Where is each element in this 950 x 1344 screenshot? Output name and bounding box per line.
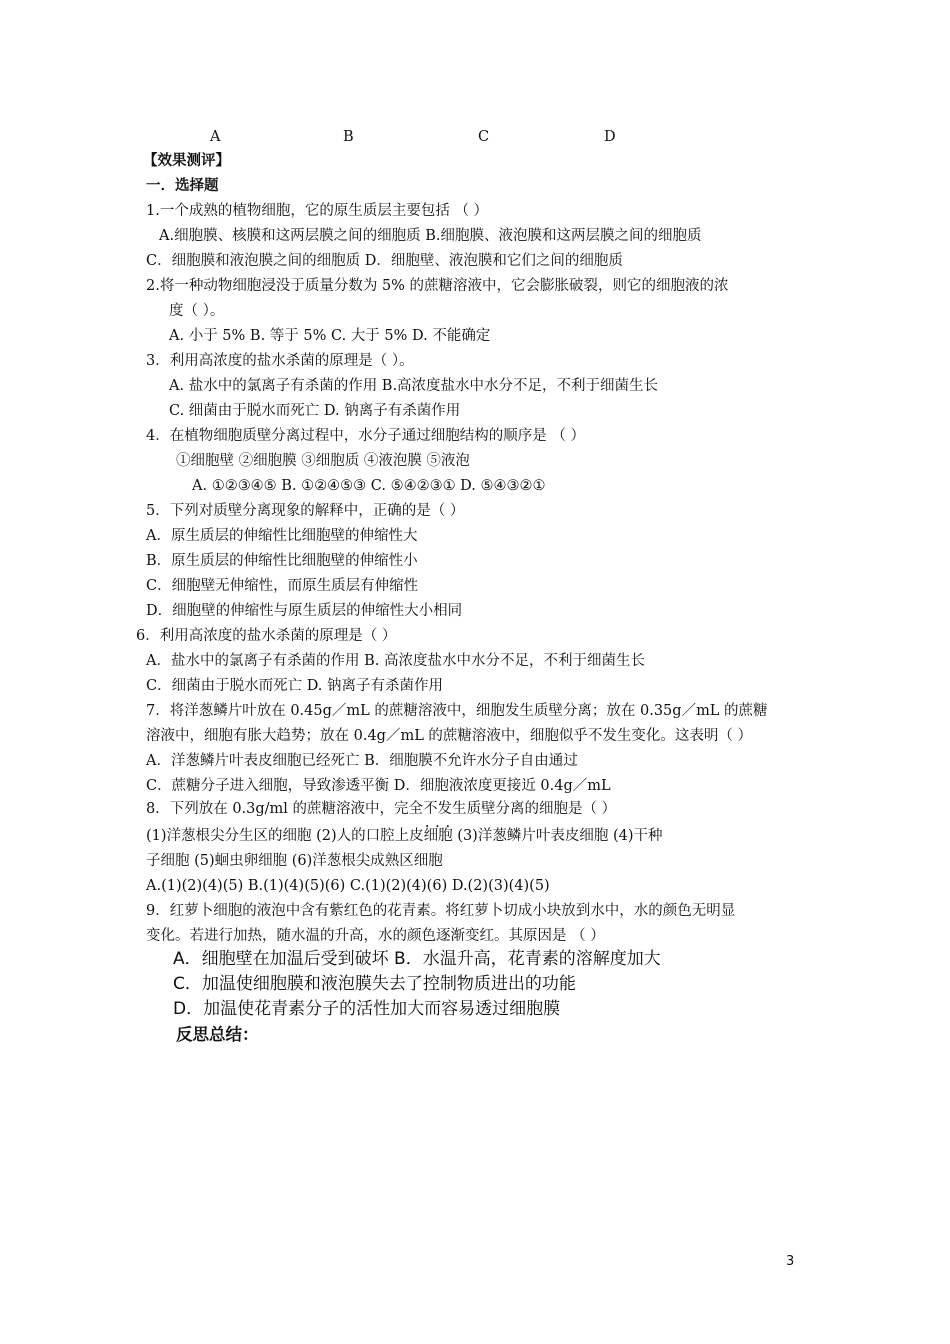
q5-option-d: D．细胞壁的伸缩性与原生质层的伸缩性大小相同	[146, 603, 463, 619]
q4-options: A. ①②③④⑤ B. ①②④⑤③ C. ⑤④②③① D. ⑤④③②①	[192, 478, 546, 494]
q1-options-cd: C．细胞膜和液泡膜之间的细胞质 D．细胞壁、液泡膜和它们之间的细胞质	[146, 253, 623, 269]
reflection-title: 反思总结：	[176, 1025, 259, 1044]
option-letter-c: C	[478, 129, 490, 145]
q3-options-ab: A. 盐水中的氯离子有杀菌的作用 B.高浓度盐水中水分不足，不利于细菌生长	[169, 378, 659, 394]
q2-stem-line1: 2.将一种动物细胞浸没于质量分数为 5% 的蔗糖溶液中，它会膨胀破裂，则它的细胞液的浓	[146, 278, 729, 294]
q8-stem-post: 质壁分离的细胞是（ ）	[466, 801, 617, 817]
q1-stem: 1.一个成熟的植物细胞，它的原生质层主要包括 （ ）	[146, 203, 489, 219]
q1-options-ab: A.细胞膜、核膜和这两层膜之间的细胞质 B.细胞膜、液泡膜和这两层膜之间的细胞质	[159, 228, 702, 244]
q7-options-ab: A．洋葱鳞片叶表皮细胞已经死亡 B．细胞膜不允许水分子自由通过	[146, 753, 578, 769]
q2-stem-line2: 度（ ）。	[169, 303, 225, 319]
section-title: 【效果测评】	[143, 152, 230, 169]
q9-options-ab: A．细胞壁在加温后受到破坏 B．水温升高，花青素的溶解度加大	[173, 949, 661, 969]
q5-stem: 5．下列对质壁分离现象的解释中，正确的是（ ）	[146, 503, 465, 519]
q6-stem: 6．利用高浓度的盐水杀菌的原理是（ ）	[136, 628, 397, 644]
part-title: 一．选择题	[146, 177, 219, 194]
q9-stem-line1: 9．红萝卜细胞的液泡中含有紫红色的花青素。将红萝卜切成小块放到水中，水的颜色无明显	[146, 903, 736, 919]
q4-stem: 4．在植物细胞质壁分离过程中，水分子通过细胞结构的顺序是 （ ）	[146, 428, 585, 444]
q8-items-line2: 子细胞 (5)蛔虫卵细胞 (6)洋葱根尖成熟区细胞	[146, 853, 443, 869]
q7-stem-line2: 溶液中，细胞有胀大趋势；放在 0.4g／mL 的蔗糖溶液中，细胞似乎不发生变化。这表明（ ）	[146, 728, 753, 744]
q3-stem: 3．利用高浓度的盐水杀菌的原理是（ ）。	[146, 353, 414, 369]
q8-stem-pre: 8．下列放在 0.3g/ml 的蔗糖溶液中，完全	[146, 801, 424, 817]
q8-items-line1: (1)洋葱根尖分生区的细胞 (2)人的口腔上皮细胞 (3)洋葱鳞片叶表皮细胞 (4)干种	[146, 828, 663, 844]
q8-stem-emphasis: 不发生 • • •	[423, 801, 467, 817]
q2-options: A. 小于 5% B. 等于 5% C. 大于 5% D. 不能确定	[169, 328, 491, 344]
q9-stem-line2: 变化。若进行加热，随水温的升高，水的颜色逐渐变红。其原因是 （ ）	[146, 928, 605, 944]
q8-options: A.(1)(2)(4)(5) B.(1)(4)(5)(6) C.(1)(2)(4)(6) D.(2)(3)(4)(5)	[146, 878, 550, 894]
q5-option-b: B．原生质层的伸缩性比细胞壁的伸缩性小	[146, 553, 418, 569]
q7-options-cd: C．蔗糖分子进入细胞，导致渗透平衡 D．细胞液浓度更接近 0.4g／mL	[146, 778, 611, 794]
q6-options-ab: A．盐水中的氯离子有杀菌的作用 B. 高浓度盐水中水分不足，不利于细菌生长	[146, 653, 645, 669]
q6-options-cd: C．细菌由于脱水而死亡 D. 钠离子有杀菌作用	[146, 678, 444, 694]
q9-option-c: C．加温使细胞膜和液泡膜失去了控制物质进出的功能	[173, 974, 576, 994]
q4-items: ①细胞壁 ②细胞膜 ③细胞质 ④液泡膜 ⑤液泡	[176, 453, 470, 469]
option-letter-d: D	[604, 129, 616, 145]
option-letter-a: A	[210, 129, 221, 145]
q9-option-d: D．加温使花青素分子的活性加大而容易透过细胞膜	[173, 999, 561, 1019]
page-number: 3	[786, 1254, 795, 1269]
option-letter-b: B	[343, 129, 354, 145]
q8-stem	[146, 799, 616, 819]
q7-stem-line1: 7．将洋葱鳞片叶放在 0.45g／mL 的蔗糖溶液中，细胞发生质壁分离；放在 0.35g／mL 的蔗糖	[146, 703, 768, 719]
q5-option-c: C．细胞壁无伸缩性，而原生质层有伸缩性	[146, 578, 419, 594]
q5-option-a: A．原生质层的伸缩性比细胞壁的伸缩性大	[146, 528, 418, 544]
q3-options-cd: C. 细菌由于脱水而死亡 D. 钠离子有杀菌作用	[169, 403, 461, 419]
